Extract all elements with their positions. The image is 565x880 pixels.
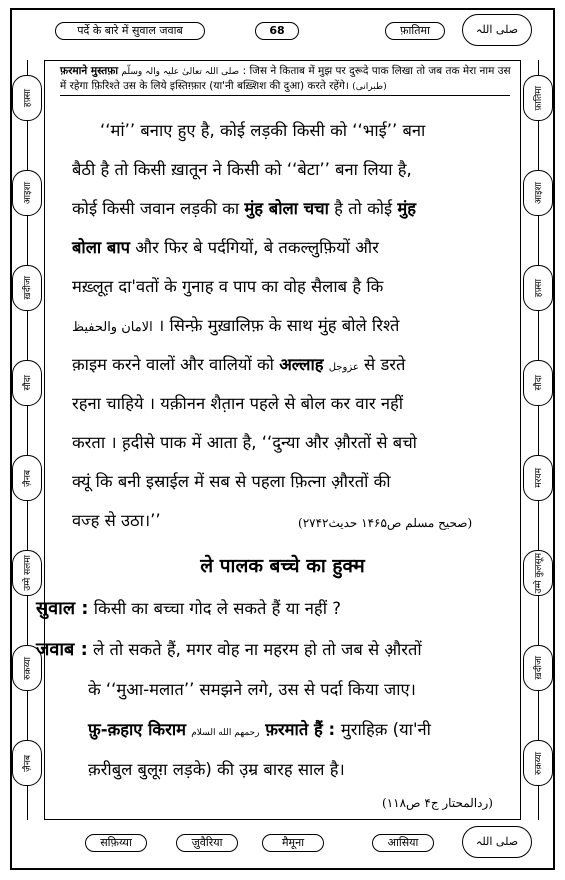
farmane-mustafa-note xyxy=(60,64,512,94)
paragraph-line: कोई किसी जवान लड़की का मुंह बोला चचा है तो कोई मुंह xyxy=(72,199,417,218)
side-medallion: ख़दीजा xyxy=(523,645,553,691)
section-heading: ले पालक बच्चे का हुक्म xyxy=(200,555,365,577)
side-medallion: मरयम xyxy=(523,455,553,501)
side-medallion: ज़ैनब xyxy=(12,740,42,786)
paragraph-line: मख़्लूत़ दा'वतों के गुनाह व पाप का वोह सैलाब है कि xyxy=(72,277,384,296)
fiqh-reference: (ردالمحتار ج۴ ص۱۱۸) xyxy=(382,796,493,810)
emphasis-text: मुंह xyxy=(397,199,417,218)
side-medallion: फ़ातिमा xyxy=(523,75,553,121)
answer-line: क़रीबुल बुलूग़ लड़के) की उ़म्र बारह साल है। xyxy=(88,760,345,779)
farman-source: (طبرانی) xyxy=(352,82,387,92)
side-medallion: ख़दीजा xyxy=(12,265,42,311)
paragraph-line: क्यूं कि बनी इस्राईल में सब से पहला फ़ित्ना औ़रतों की xyxy=(72,472,391,491)
paragraph-line: वज्ह से उठा।’’ xyxy=(72,511,161,530)
paragraph-line: रहना चाहिये । यक़ीनन शैत़ान पहले से बोल कर वार नहीं xyxy=(72,394,404,413)
side-medallion: आइशा xyxy=(523,170,553,216)
page-number: 68 xyxy=(255,22,299,40)
paragraph-line: बैठी है तो किसी ख़ातून ने किसी को ‘‘बेटा’’ बना लिया है, xyxy=(72,160,412,179)
book-title-tab: पर्दे के बारे में सुवाल जवाब xyxy=(55,22,205,40)
paragraph-line: ‘‘मां’’ बनाए हुए है, कोई लड़की किसी को ‘‘भाई’’ बना xyxy=(100,121,426,140)
side-medallion: सौदा xyxy=(523,360,553,406)
farman-label: फ़रमाने मुस्तफ़ा xyxy=(60,65,119,77)
side-medallion: उम्मे सलमा xyxy=(12,550,42,596)
side-medallion: उम्मे कुलसूम xyxy=(523,550,553,596)
side-medallion: हफ़्सा xyxy=(523,265,553,311)
answer-line: जवाब : ले तो सकते हैं, मगर वोह ना महरम हो तो जब से औ़रतों xyxy=(36,639,422,660)
corner-emblem-bottom: صلی اللہ xyxy=(462,826,532,858)
footer-name-tab: आसिया xyxy=(372,834,434,852)
side-medallion: हफ़्सा xyxy=(12,75,42,121)
answer-line: फ़ु-क़हाए किराम رحمهم الله السلام फ़रमाते हैं : मुराहिक़ (या'नी xyxy=(88,720,431,739)
paragraph-line: क़ाइम करने वालों और वालियों को अल्लाह عزوجل से डरते xyxy=(72,355,406,374)
paragraph-line: करता । ह़दीसे पाक में आता है, ‘‘दुन्या और औ़रतों से बचो xyxy=(72,433,417,452)
note-divider xyxy=(60,95,510,96)
emphasis-text: मुंह बोला चचा xyxy=(244,199,329,218)
paragraph-line: الامان والحفیظ । सिन्फ़े मुख़ालिफ़ के साथ मुंह बोले रिश्ते xyxy=(72,316,400,335)
side-medallion: रुक़य्या xyxy=(523,740,553,786)
footer-name-tab: जु़वैरिया xyxy=(176,834,238,852)
answer-label: जवाब : xyxy=(36,639,88,660)
question-line: सुवाल : किसी का बच्चा गोद ले सकते हैं या नहीं ? xyxy=(36,598,341,619)
paragraph-line: बोला बाप और फिर बे पर्दगियों, बे तकल्लुफ़ियों और xyxy=(72,238,379,257)
side-medallion: आइशा xyxy=(12,170,42,216)
corner-emblem-top: صلی اللہ xyxy=(462,14,532,46)
farman-text: : जिस ने किताब में मुझ पर दुरूदे पाक लिखा तो जब तक मेरा नाम उस में रहेगा फ़िरिश्ते उस के लिये इस्तिग़्फ़ार (या'नी बख़्शिश की दुआ) करते रहेंगे। xyxy=(60,65,511,92)
answer-line: के ‘‘मुआ-मलात’’ समझने लगे, उस से पर्दा किया जाए। xyxy=(88,680,416,699)
arabic-honorific: عزوجل xyxy=(328,362,359,373)
emphasis-text: अल्लाह xyxy=(279,355,324,374)
footer-name-tab: सफ़िय्या xyxy=(85,834,147,852)
side-medallion: ज़ैनब xyxy=(12,455,42,501)
footer-name-tab: मैमूना xyxy=(262,834,324,852)
arabic-phrase: الامان والحفیظ xyxy=(72,320,153,335)
side-medallion: सौदा xyxy=(12,360,42,406)
hadith-reference: (صحیح مسلم ص۱۴۶۵ حدیث۲۷۴۲) xyxy=(298,516,473,530)
header-name-tab: फ़ातिमा xyxy=(385,22,445,40)
side-medallion: रुक़य्या xyxy=(12,645,42,691)
emphasis-text: बोला बाप xyxy=(72,238,130,257)
arabic-honorific: رحمهم الله السلام xyxy=(191,728,260,738)
salawat-text: صلی اللہ تعالیٰ علیہ والہ وسلّم xyxy=(121,67,240,77)
question-label: सुवाल : xyxy=(36,598,89,619)
